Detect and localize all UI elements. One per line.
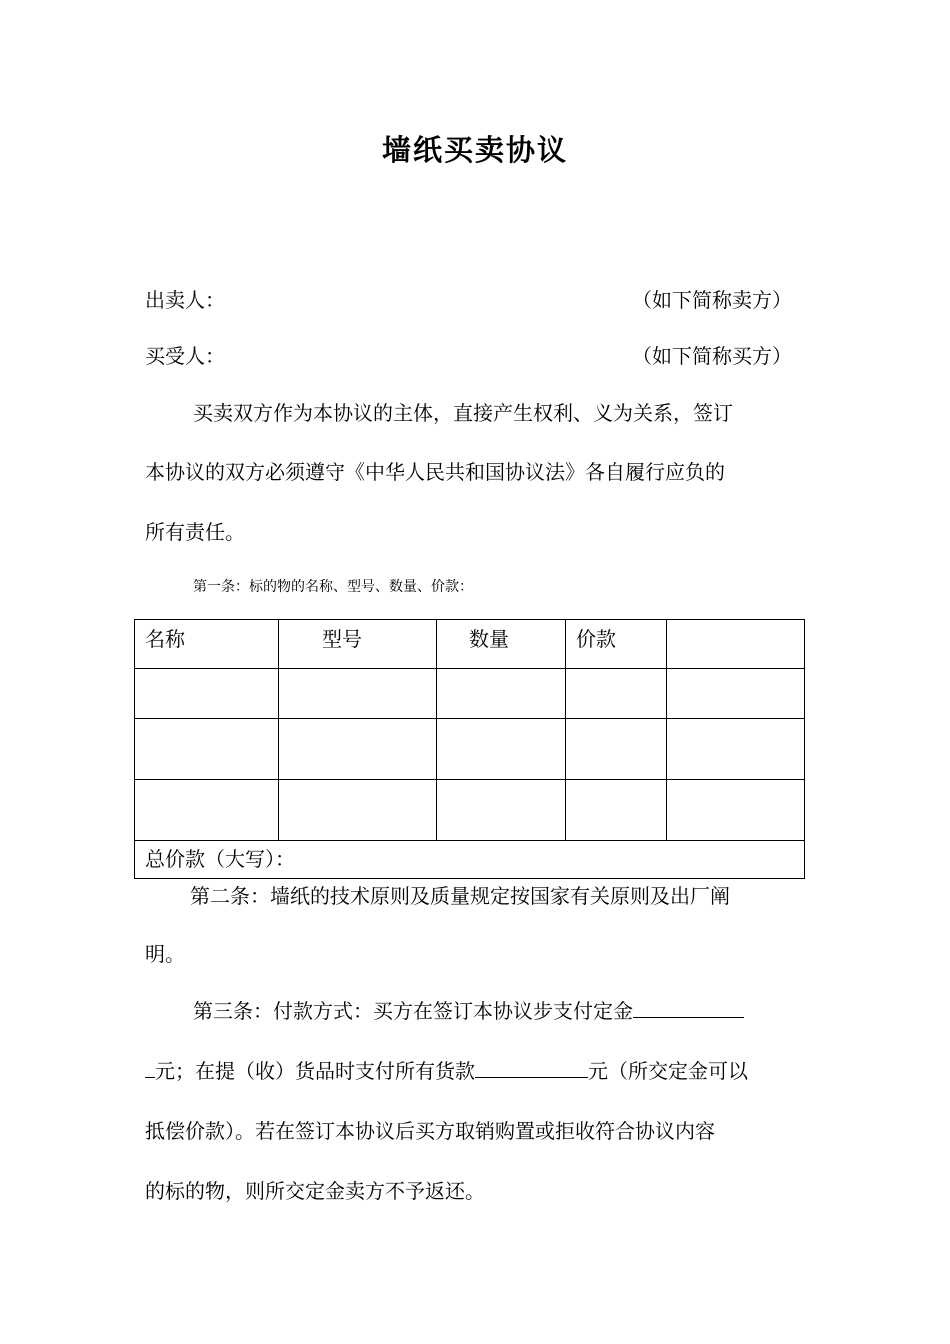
table-cell <box>667 719 805 780</box>
goods-table <box>134 619 805 879</box>
article-3-text-1: 第三条：付款方式：买方在签订本协议步支付定金 <box>193 999 633 1023</box>
article-3-line-3: 抵偿价款）。若在签订本协议后买方取销购置或拒收符合协议内容 <box>145 1119 715 1143</box>
header-extra <box>667 620 805 669</box>
article-3-line-1 <box>193 995 744 1024</box>
article-1-heading: 第一条：标的物的名称、型号、数量、价款： <box>193 579 473 595</box>
table-cell <box>279 780 437 841</box>
table-cell <box>566 780 667 841</box>
table-cell <box>135 669 279 719</box>
article-3-line-4: 的标的物，则所交定金卖方不予返还。 <box>145 1179 485 1203</box>
header-price: 价款 <box>566 620 667 669</box>
table-cell <box>437 719 566 780</box>
table-row <box>135 780 805 841</box>
table-cell <box>566 719 667 780</box>
table-row <box>135 669 805 719</box>
header-quantity: 数量 <box>437 620 566 669</box>
table-cell <box>135 780 279 841</box>
article-3-text-2a: 元；在提（收）货品时支付所有货款 <box>155 1059 475 1083</box>
intro-line-3: 所有责任。 <box>145 520 245 544</box>
deposit-amount-blank <box>633 997 744 1018</box>
total-price-cell: 总价款（大写）： <box>135 841 805 879</box>
table-cell <box>437 780 566 841</box>
seller-note: （如下简称卖方） <box>632 288 792 312</box>
seller-label: 出卖人： <box>145 288 225 312</box>
article-3-text-2b: 元（所交定金可以 <box>588 1059 748 1083</box>
table-cell <box>135 719 279 780</box>
table-cell <box>667 780 805 841</box>
header-name: 名称 <box>135 620 279 669</box>
intro-line-2: 本协议的双方必须遵守《中华人民共和国协议法》各自履行应负的 <box>145 460 725 484</box>
article-2-line-1: 第二条：墙纸的技术原则及质量规定按国家有关原则及出厂阐 <box>190 884 730 908</box>
buyer-note: （如下简称买方） <box>632 344 792 368</box>
article-3-line-2 <box>145 1055 748 1084</box>
table-cell <box>667 669 805 719</box>
article-2-line-2: 明。 <box>145 942 185 966</box>
payment-amount-blank <box>475 1057 588 1078</box>
table-cell <box>279 719 437 780</box>
header-model: 型号 <box>279 620 437 669</box>
table-header-row <box>135 620 805 669</box>
intro-line-1: 买卖双方作为本协议的主体，直接产生权利、义为关系，签订 <box>193 401 733 425</box>
buyer-label: 买受人： <box>145 344 225 368</box>
table-row <box>135 719 805 780</box>
table-cell <box>279 669 437 719</box>
total-row <box>135 841 805 879</box>
table-cell <box>566 669 667 719</box>
table-cell <box>437 669 566 719</box>
document-title: 墙纸买卖协议 <box>381 133 568 167</box>
deposit-amount-blank-end <box>145 1057 155 1078</box>
